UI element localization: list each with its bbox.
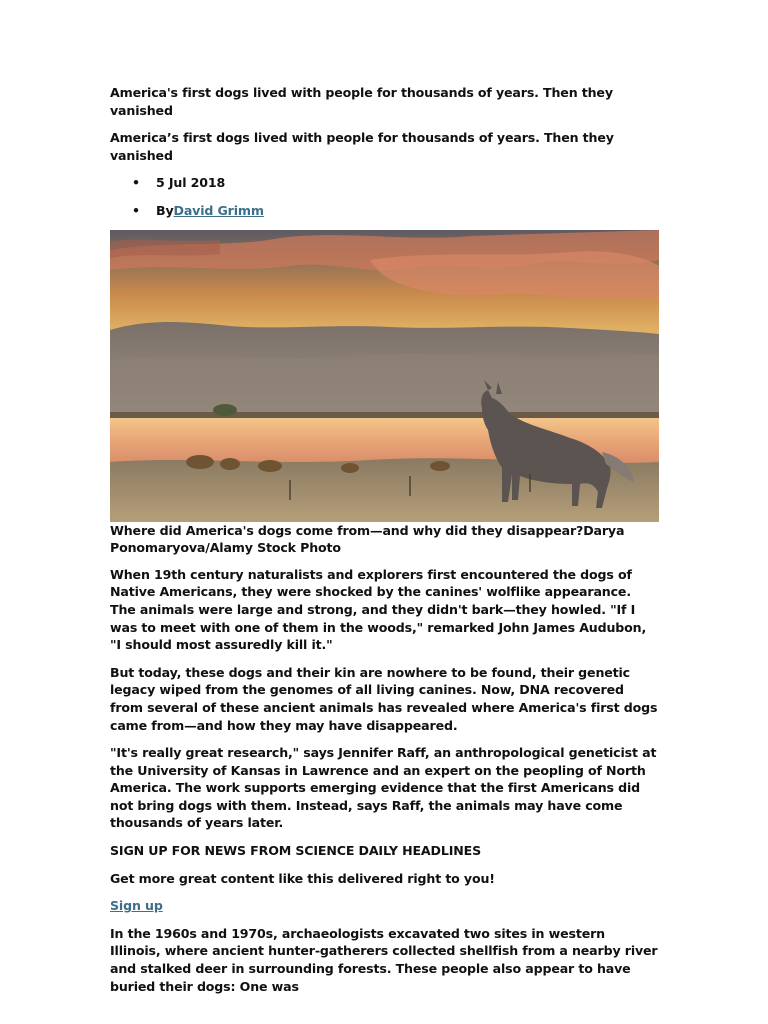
signup-link[interactable]: Sign up bbox=[110, 898, 163, 914]
author-link[interactable]: David Grimm bbox=[173, 202, 264, 218]
headline-secondary: America’s first dogs lived with people for thousands of years. Then they vanished bbox=[110, 130, 614, 163]
bullet-icon: • bbox=[132, 202, 140, 218]
image-caption: Where did America's dogs come from—and why did they disappear?Darya Ponomaryova/Alamy Stock Photo bbox=[110, 522, 625, 556]
article-paragraph: When 19th century naturalists and explorers first encountered the dogs of Native Americans, they were shocked by the canines' wolflike appearance. The animals were large and strong, and they didn't bark—they howled. "If I was to meet with one of them in the woods," remarked John James Audubon, "I should most assuredly kill it." bbox=[110, 566, 647, 653]
hero-image bbox=[110, 230, 659, 522]
article-paragraph: But today, these dogs and their kin are nowhere to be found, their genetic legacy wiped from the genomes of all living canines. Now, DNA recovered from several of these ancient animals has revealed where America's first dogs came from—and how they may have disappeared. bbox=[110, 664, 658, 733]
signup-text: Get more great content like this delivered right to you! bbox=[110, 870, 495, 886]
article bbox=[110, 84, 659, 995]
publish-date: 5 Jul 2018 bbox=[156, 175, 226, 191]
byline-item bbox=[110, 202, 659, 220]
article-paragraph-final: In the 1960s and 1970s, archaeologists excavated two sites in western Illinois, where ancient hunter-gatherers collected shellfish from a nearby river and stalked deer in surrounding forests. These people also appear to have buried their dogs: One was bbox=[110, 925, 658, 994]
date-item bbox=[110, 174, 659, 192]
bullet-icon: • bbox=[132, 175, 140, 191]
signup-heading: SIGN UP FOR NEWS FROM SCIENCE DAILY HEADLINES bbox=[110, 843, 482, 859]
headline-primary: America's first dogs lived with people for thousands of years. Then they vanished bbox=[110, 85, 613, 118]
byline-prefix: By bbox=[156, 202, 174, 218]
article-meta bbox=[110, 174, 659, 219]
article-paragraph: "It's really great research," says Jennifer Raff, an anthropological geneticist at the University of Kansas in Lawrence and an expert on the peopling of North America. The work supports emerging evidence that the first Americans did not bring dogs with them. Instead, says Raff, the animals may have come thousands of years later. bbox=[110, 745, 657, 831]
